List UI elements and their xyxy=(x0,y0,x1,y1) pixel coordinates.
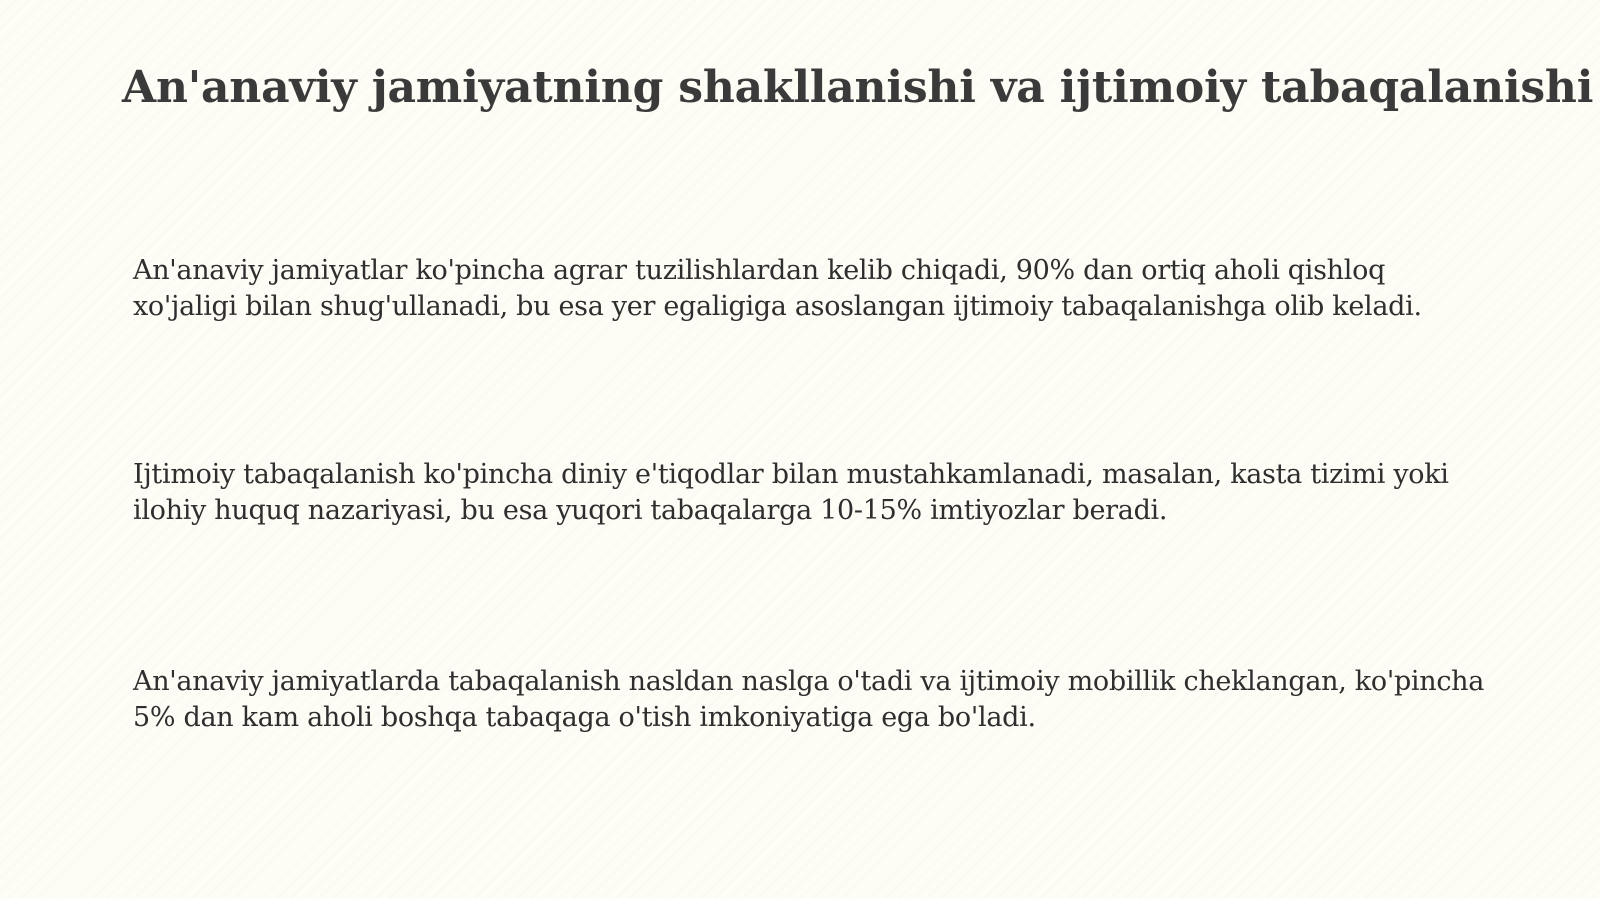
paragraph-social-mobility: An'anaviy jamiyatlarda tabaqalanish nasldan naslga o'tadi va ijtimoiy mobillik cheklangan, ko'pincha 5% dan kam aholi boshqa tabaqaga o'tish imkoniyatiga ega bo'ladi. xyxy=(133,666,1485,733)
paragraph-agrarian-structure: An'anaviy jamiyatlar ko'pincha agrar tuzilishlardan kelib chiqadi, 90% dan ortiq aholi qishloq xo'jaligi bilan shug'ullanadi, bu esa yer egaligiga asoslangan ijtimoiy tabaqalanishga olib keladi. xyxy=(133,255,1422,322)
slide-title: An'anaviy jamiyatning shakllanishi va ijtimoiy tabaqalanishi xyxy=(122,62,1594,113)
paragraph-religious-stratification: Ijtimoiy tabaqalanish ko'pincha diniy e'tiqodlar bilan mustahkamlanadi, masalan, kasta tizimi yoki ilohiy huquq nazariyasi, bu esa yuqori tabaqalarga 10-15% imtiyozlar beradi. xyxy=(133,459,1449,526)
